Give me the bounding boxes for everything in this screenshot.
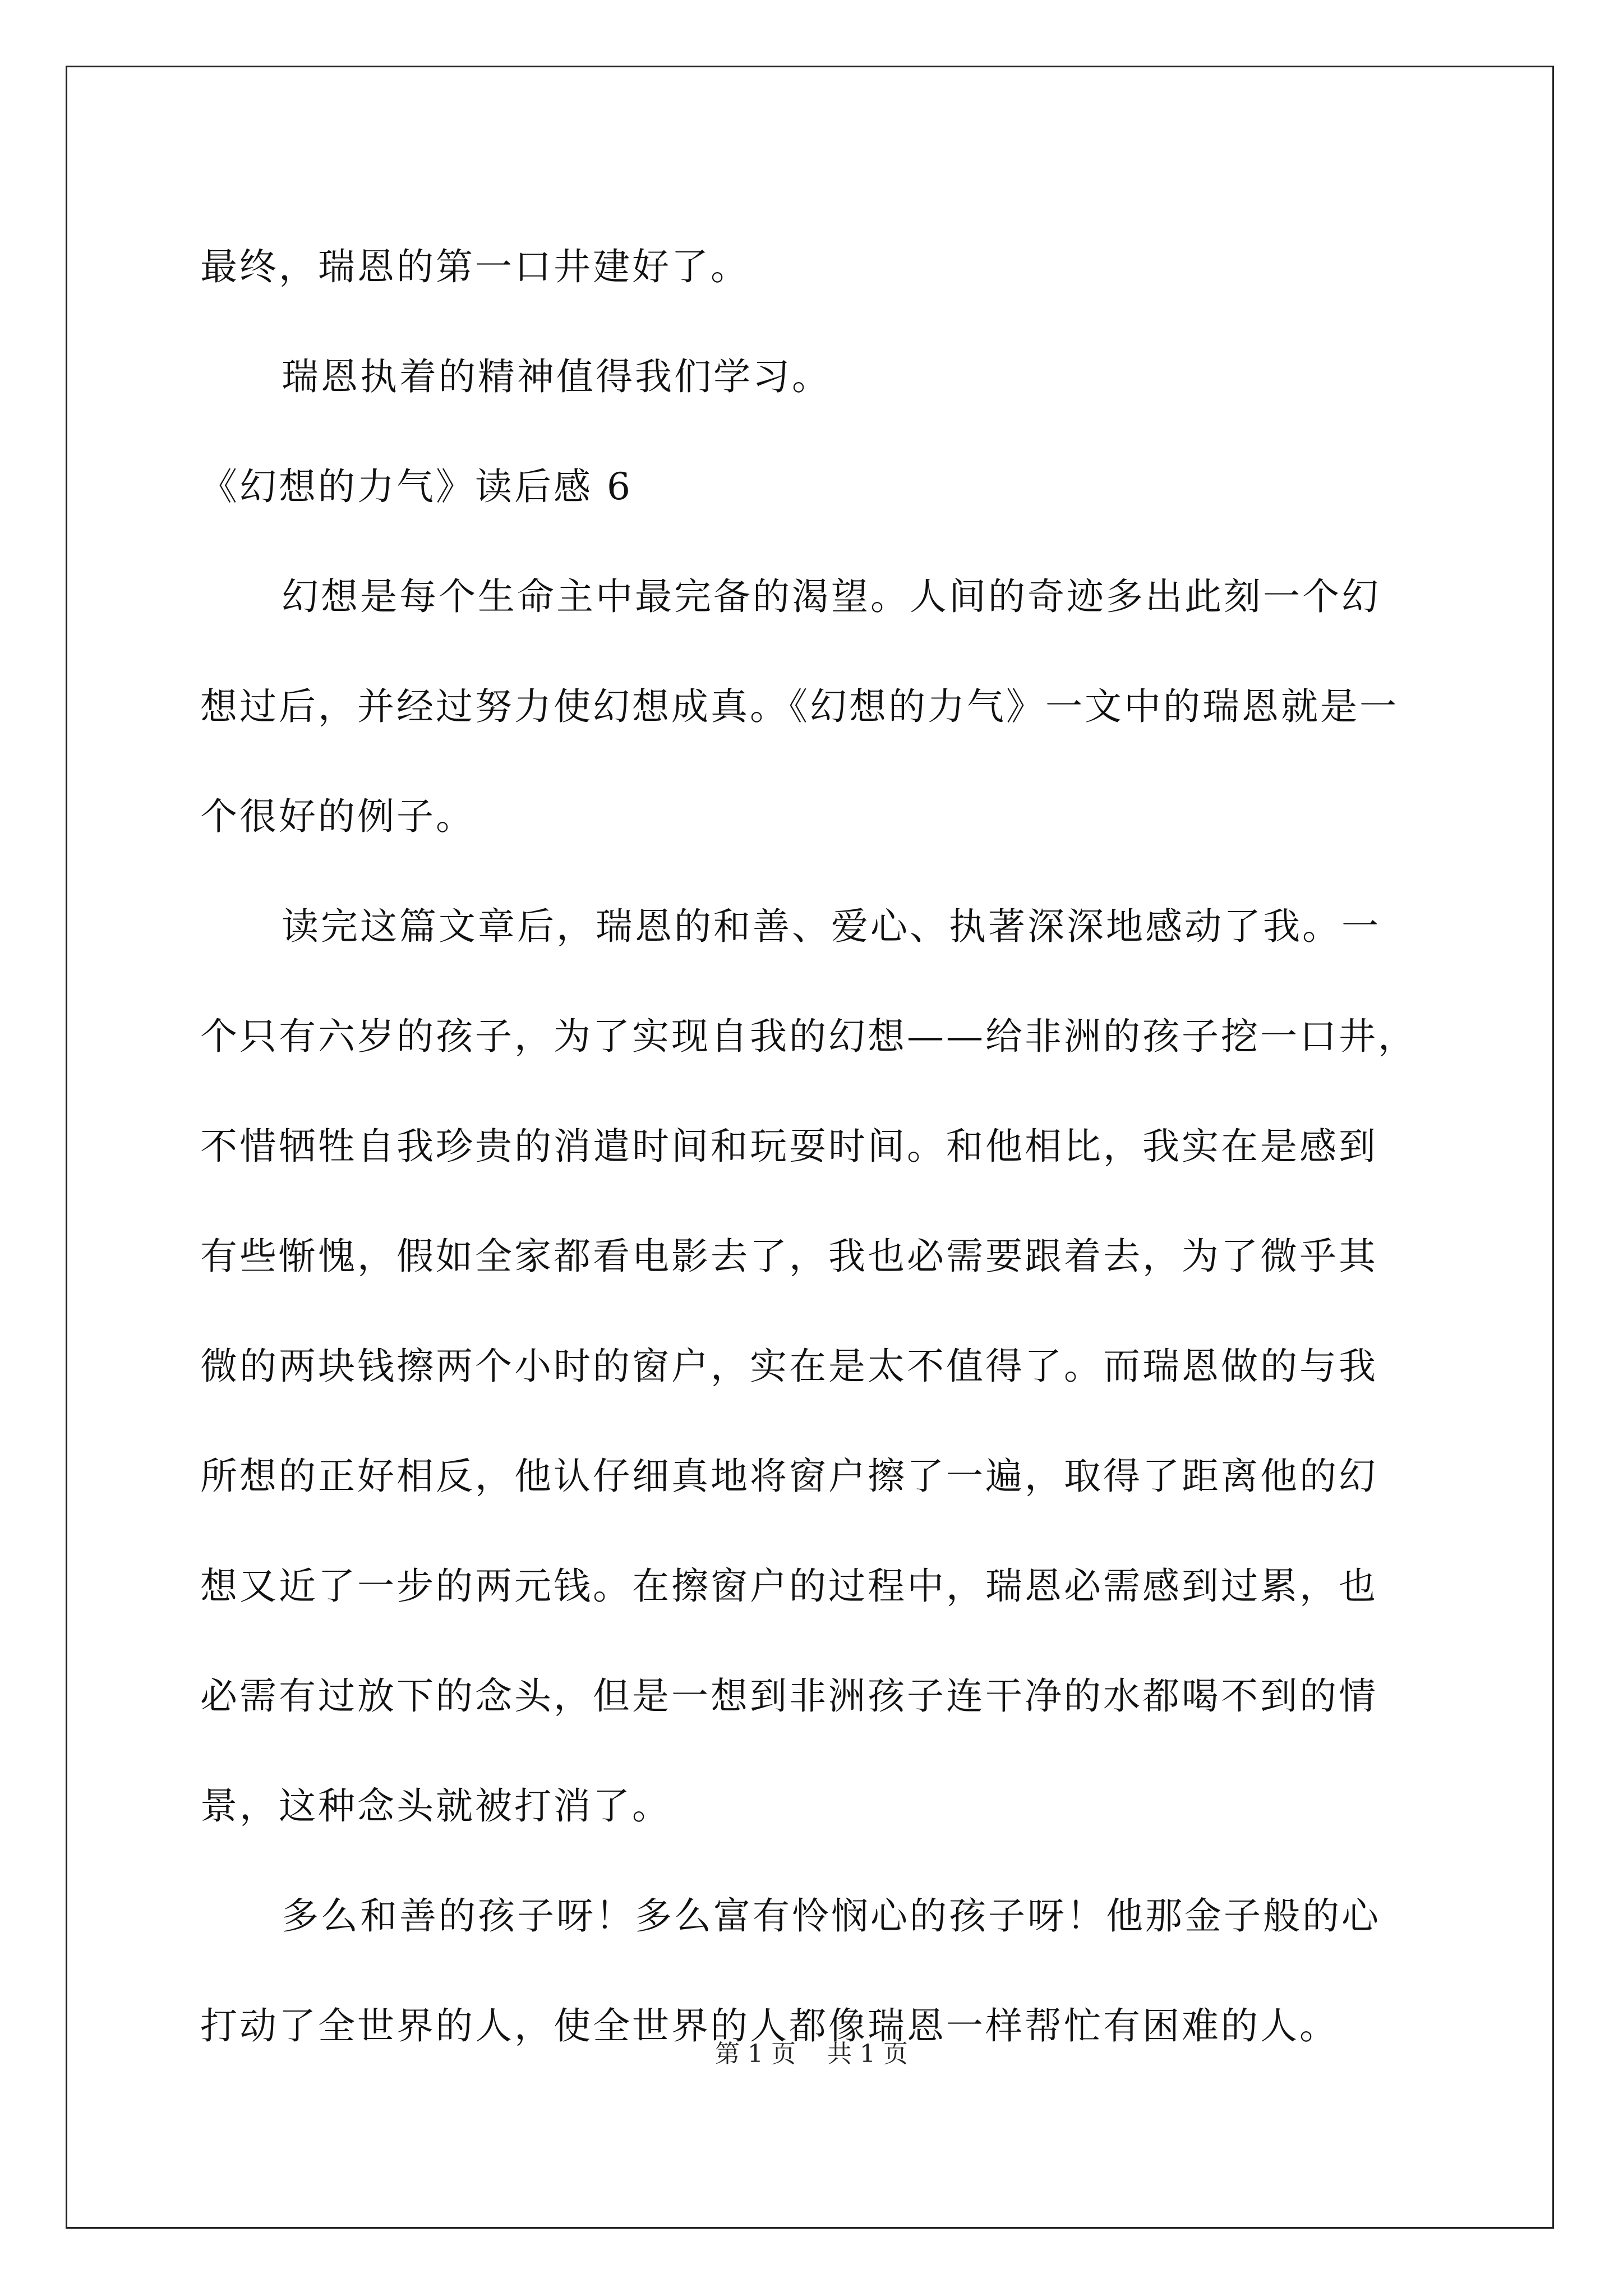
text-line: 有些惭愧，假如全家都看电影去了，我也必需要跟着去，为了微乎其 <box>200 1235 1378 1278</box>
text-line: 微的两块钱擦两个小时的窗户，实在是太不值得了。而瑞恩做的与我 <box>200 1345 1378 1388</box>
text-line: 景，这种念头就被打消了。 <box>200 1784 671 1828</box>
text-line: 不惜牺牲自我珍贵的消遣时间和玩耍时间。和他相比，我实在是感到 <box>200 1125 1378 1168</box>
document-body <box>200 212 1434 2081</box>
text-line: 想又近了一步的两元钱。在擦窗户的过程中，瑞恩必需感到过累，也 <box>200 1565 1378 1608</box>
text-line: 读完这篇文章后，瑞恩的和善、爱心、执著深深地感动了我。一 <box>282 905 1381 948</box>
text-line: 必需有过放下的念头，但是一想到非洲孩子连干净的水都喝不到的情 <box>200 1674 1378 1718</box>
text-line: 所想的正好相反，他认仔细真地将窗户擦了一遍，取得了距离他的幻 <box>200 1455 1378 1498</box>
text-line: 个很好的例子。 <box>200 795 475 838</box>
text-line: 个只有六岁的孩子，为了实现自我的幻想——给非洲的孩子挖一口井， <box>200 1015 1417 1058</box>
text-line: 幻想是每个生命主中最完备的渴望。人间的奇迹多出此刻一个幻 <box>282 575 1381 618</box>
text-line: 想过后，并经过努力使幻想成真。《幻想的力气》一文中的瑞恩就是一 <box>200 685 1399 728</box>
text-line: 瑞恩执着的精神值得我们学习。 <box>282 355 831 398</box>
page-number-footer: 第 1 页 共 1 页 <box>715 2040 908 2068</box>
text-line: 最终，瑞恩的第一口井建好了。 <box>200 245 750 288</box>
text-line: 打动了全世界的人，使全世界的人都像瑞恩一样帮忙有困难的人。 <box>200 2004 1339 2047</box>
section-heading: 《幻想的力气》读后感 6 <box>200 465 633 508</box>
text-line: 多么和善的孩子呀！多么富有怜悯心的孩子呀！他那金子般的心 <box>282 1894 1381 1938</box>
